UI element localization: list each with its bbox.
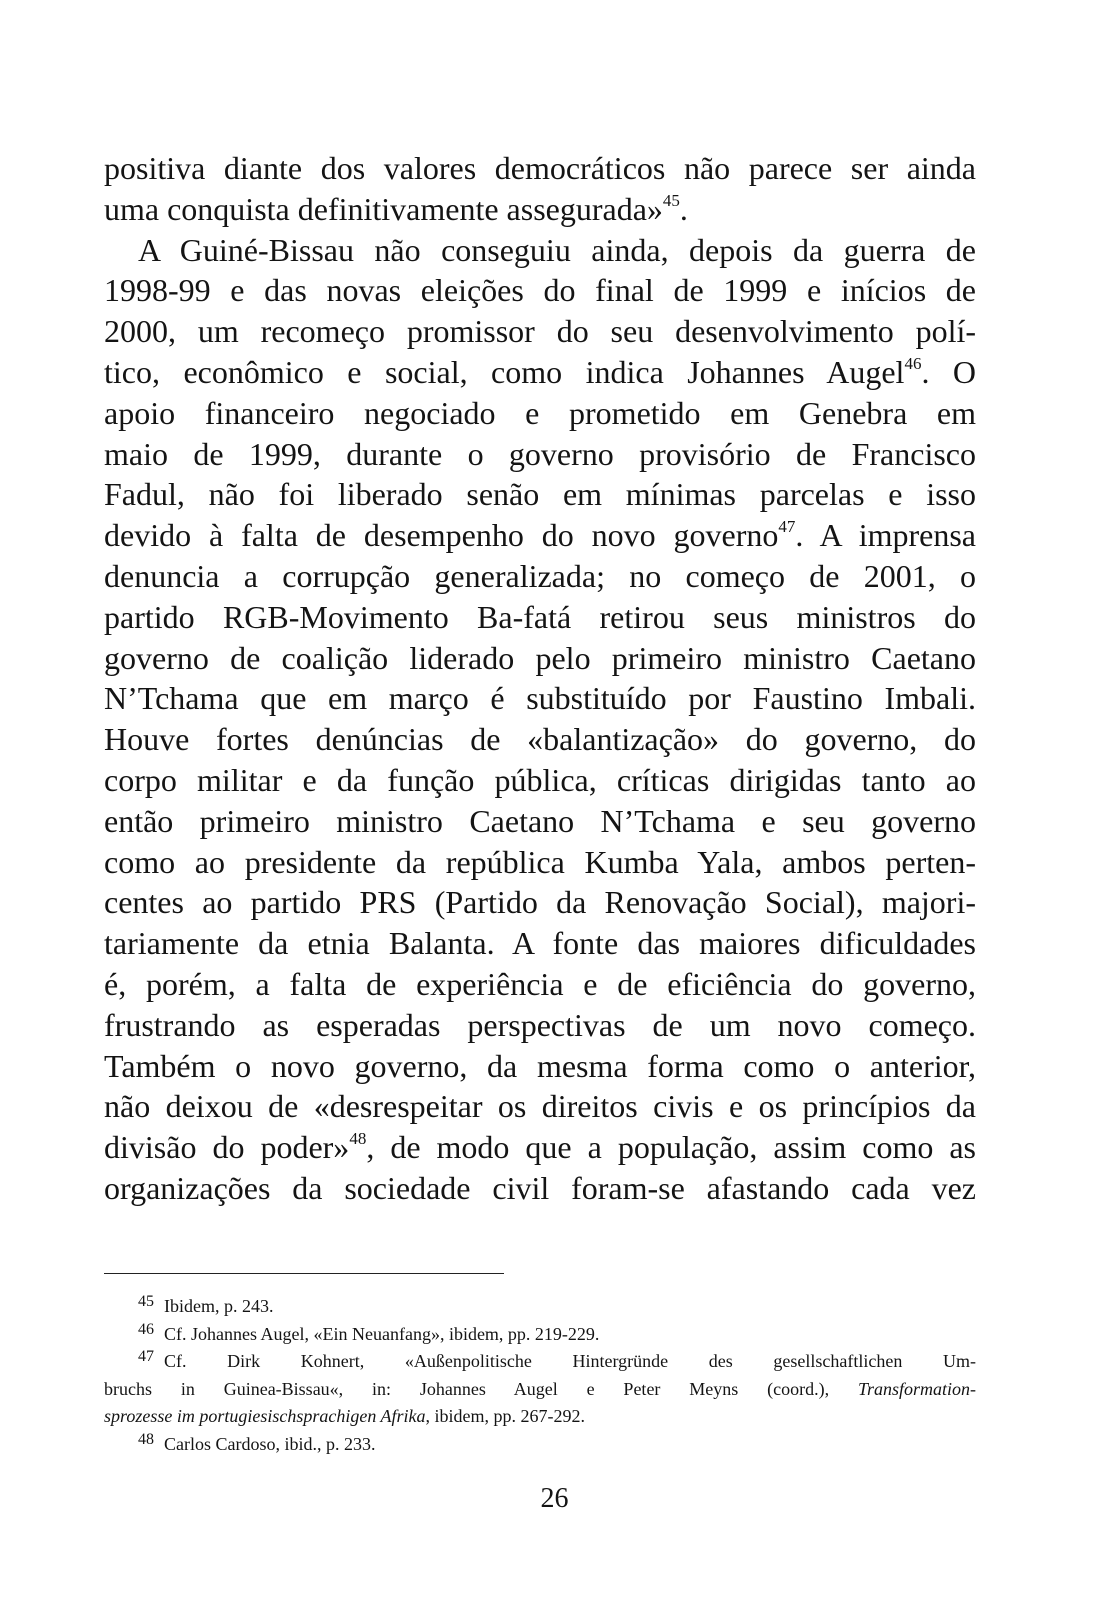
paragraph-start: A Guiné-Bissau não conseguiu ainda, depois da guerra de xyxy=(138,231,976,268)
text-line: denuncia a corrupção generalizada; no começo de 2001, o xyxy=(104,557,976,594)
footnotes xyxy=(104,1293,976,1458)
footnote-number: 46 xyxy=(138,1320,154,1338)
text-line: como ao presidente da república Kumba Yala, ambos perten- xyxy=(104,843,976,880)
footnote-ref-46[interactable]: 46 xyxy=(904,353,922,373)
footnote-ref-47[interactable]: 47 xyxy=(778,517,796,537)
footnote-48 xyxy=(104,1431,976,1459)
footnote-ref-45[interactable]: 45 xyxy=(662,190,680,210)
text-line: então primeiro ministro Caetano N’Tchama e seu governo xyxy=(104,802,976,839)
footnote-divider xyxy=(104,1273,504,1274)
footnote-text: Cf. Johannes Augel, «Ein Neuanfang», ibidem, pp. 219-229. xyxy=(164,1323,600,1344)
footnote-46 xyxy=(104,1321,976,1349)
text-line: partido RGB-Movimento Ba-fatá retirou seus ministros do xyxy=(104,598,976,635)
text-line: divisão do poder»$^{48}$, de modo que a população, assim como as xyxy=(104,1129,977,1166)
book-title: sprozesse im portugiesischsprachigen Afrika xyxy=(104,1406,426,1426)
main-text xyxy=(104,148,976,1209)
text-line: N’Tchama que em março é substituído por Faustino Imbali. xyxy=(104,680,976,717)
footnote-text: Cf. Dirk Kohnert, «Außenpolitische Hintergründe des gesellschaftlichen Um- xyxy=(164,1351,976,1371)
text-line: corpo militar e da função pública, críticas dirigidas tanto ao xyxy=(104,761,976,798)
text-line: tariamente da etnia Balanta. A fonte das maiores dificuldades xyxy=(104,925,976,962)
text-line: não deixou de «desrespeitar os direitos civis e os princípios da xyxy=(104,1088,976,1125)
text-line: maio de 1999, durante o governo provisório de Francisco xyxy=(104,435,976,472)
text-line: Fadul, não foi liberado senão em mínimas parcelas e isso xyxy=(104,476,976,513)
text-line: 1998-99 e das novas eleições do final de 1999 e inícios de xyxy=(104,272,976,309)
footnote-number: 45 xyxy=(138,1293,154,1310)
text-line: centes ao partido PRS (Partido da Renovação Social), majori- xyxy=(104,884,976,921)
text-line: governo de coalição liderado pelo primeiro ministro Caetano xyxy=(104,639,976,676)
text-line: Houve fortes denúncias de «balantização» do governo, do xyxy=(104,721,976,758)
footnote-47 xyxy=(104,1348,976,1431)
text-line: é, porém, a falta de experiência e de eficiência do governo, xyxy=(104,965,976,1002)
footnote-text: Carlos Cardoso, ibid., p. 233. xyxy=(164,1433,376,1454)
footnote-number: 48 xyxy=(138,1430,154,1448)
footnote-ref-48[interactable]: 48 xyxy=(349,1129,367,1149)
footnote-text: , ibidem, pp. 267-292. xyxy=(425,1406,585,1426)
text-line: Também o novo governo, da mesma forma como o anterior, xyxy=(104,1047,976,1084)
text-line: tico, econômico e social, como indica Johannes Augel$^{46}$. O xyxy=(104,353,977,390)
book-title: Transformation- xyxy=(857,1378,976,1399)
footnote-number: 47 xyxy=(138,1348,154,1365)
footnote-text: Ibidem, p. 243. xyxy=(164,1296,274,1316)
text-line: uma conquista definitivamente assegurada»$^{45}$. xyxy=(104,190,688,227)
page-number: 26 xyxy=(540,1483,569,1514)
text-line: apoio financeiro negociado e prometido em Genebra em xyxy=(104,394,976,431)
text-line: positiva diante dos valores democráticos não parece ser ainda xyxy=(104,150,976,186)
text-line: organizações da sociedade civil foram-se afastando cada vez xyxy=(104,1169,976,1206)
footnote-text: bruchs in Guinea-Bissau«, in: Johannes Augel e Peter Meyns (coord.), xyxy=(104,1378,858,1399)
text-line: 2000, um recomeço promissor do seu desenvolvimento polí- xyxy=(104,313,976,350)
text-line: devido à falta de desempenho do novo governo$^{47}$. A imprensa xyxy=(104,517,977,554)
footnote-45 xyxy=(104,1293,976,1321)
text-line: frustrando as esperadas perspectivas de um novo começo. xyxy=(104,1006,976,1043)
